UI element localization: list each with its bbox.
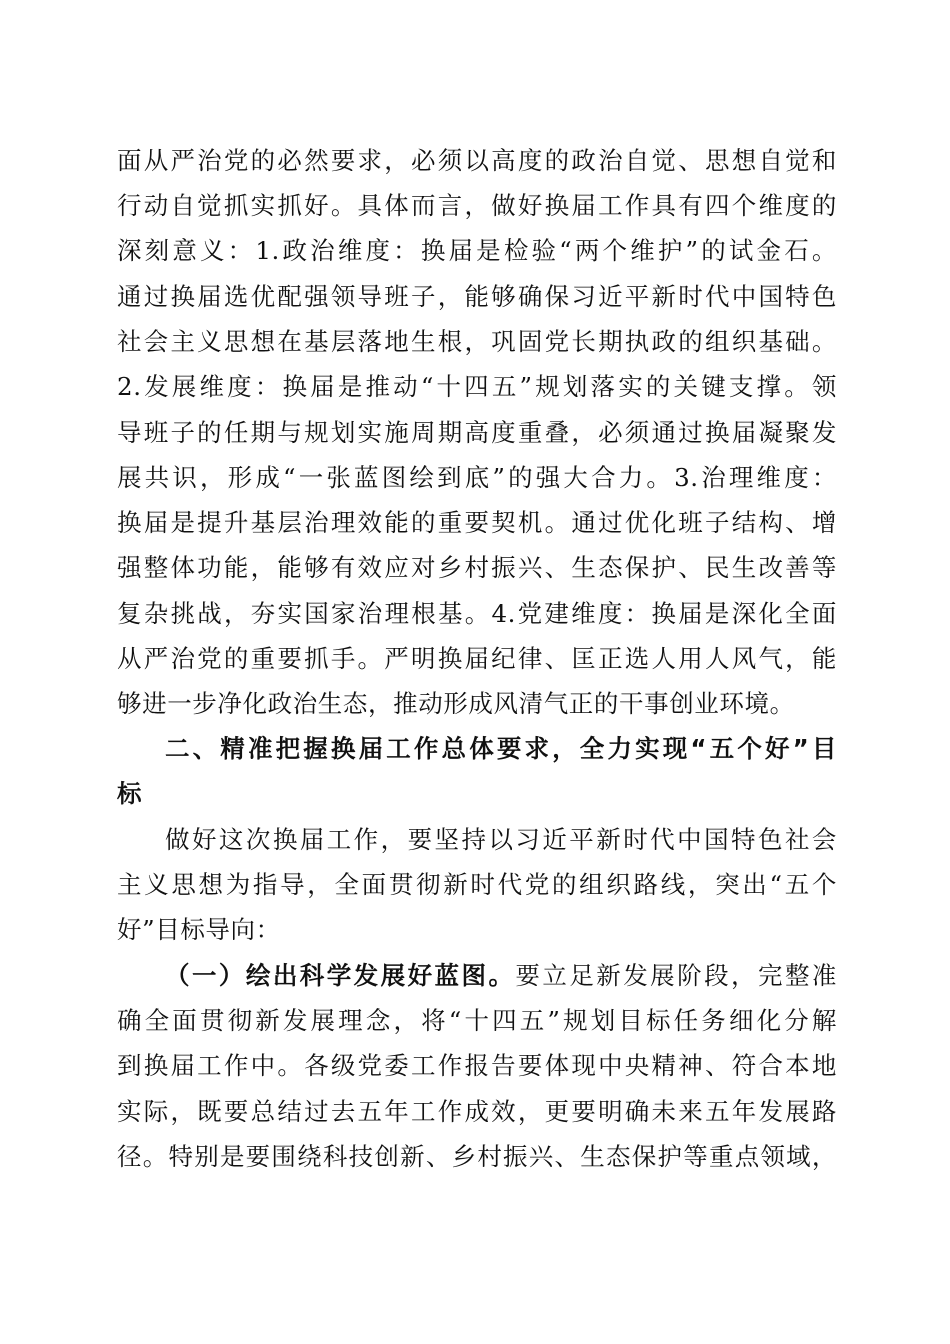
paragraph-line: 通过换届选优配强领导班子，能够确保习近平新时代中国特色 <box>117 282 837 311</box>
paragraph-line: 实际，既要总结过去五年工作成效，更要明确未来五年发展路 <box>117 1097 837 1126</box>
paragraph-line: 从严治党的重要抓手。严明换届纪律、匡正选人用人风气，能 <box>117 644 837 673</box>
paragraph-line: 导班子的任期与规划实施周期高度重叠，必须通过换届凝聚发 <box>117 418 837 447</box>
paragraph-line <box>165 959 837 995</box>
paragraph-line: 复杂挑战，夯实国家治理根基。4.党建维度：换届是深化全面 <box>117 599 837 628</box>
paragraph-line: 面从严治党的必然要求，必须以高度的政治自觉、思想自觉和 <box>117 146 837 175</box>
paragraph-line: 展共识，形成“一张蓝图绘到底”的强大合力。3.治理维度： <box>117 463 837 492</box>
paragraph-line: 径。特别是要围绕科技创新、乡村振兴、生态保护等重点领域， <box>117 1142 837 1171</box>
section-heading: 二、精准把握换届工作总体要求，全力实现“五个好”目 <box>165 734 837 763</box>
paragraph-text: 要立足新发展阶段，完整准 <box>515 961 837 990</box>
paragraph-line: 做好这次换届工作，要坚持以习近平新时代中国特色社会 <box>165 825 837 854</box>
paragraph-line: 好”目标导向： <box>117 915 281 944</box>
paragraph-line: 够进一步净化政治生态，推动形成风清气正的干事创业环境。 <box>117 689 795 718</box>
paragraph-line: 确全面贯彻新发展理念，将“十四五”规划目标任务细化分解 <box>117 1006 837 1035</box>
paragraph-line: 社会主义思想在基层落地生根，巩固党长期执政的组织基础。 <box>117 327 837 356</box>
paragraph-line: 深刻意义：1.政治维度：换届是检验“两个维护”的试金石。 <box>117 236 837 265</box>
paragraph-line: 2.发展维度：换届是推动“十四五”规划落实的关键支撑。领 <box>117 372 837 401</box>
paragraph-line: 换届是提升基层治理效能的重要契机。通过优化班子结构、增 <box>117 508 837 537</box>
paragraph-line: 行动自觉抓实抓好。具体而言，做好换届工作具有四个维度的 <box>117 191 837 220</box>
paragraph-line: 到换届工作中。各级党委工作报告要体现中央精神、符合本地 <box>117 1051 837 1080</box>
subsection-lead: （一）绘出科学发展好蓝图。 <box>165 961 516 990</box>
paragraph-line: 强整体功能，能够有效应对乡村振兴、生态保护、民生改善等 <box>117 553 837 582</box>
paragraph-line: 主义思想为指导，全面贯彻新时代党的组织路线，突出“五个 <box>117 870 837 899</box>
section-heading-cont: 标 <box>117 779 143 808</box>
